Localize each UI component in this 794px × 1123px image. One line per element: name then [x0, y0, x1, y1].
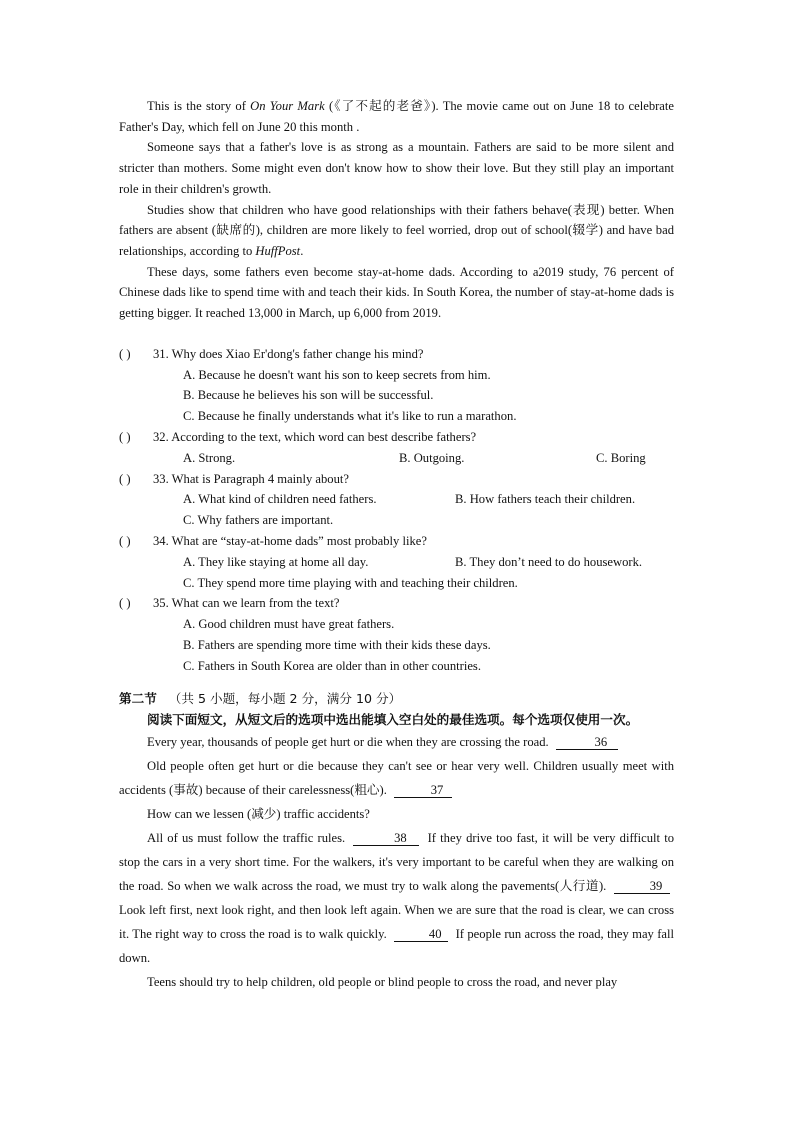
- text: .: [300, 243, 304, 258]
- option: A. Good children must have great fathers.: [183, 617, 395, 632]
- text: This is the story of: [147, 99, 251, 113]
- text: (《了不起的老爸》). The movie came out on June 18 to celebrate Father's Day, which fell on June 20 this month .: [119, 99, 674, 134]
- passage-paragraph-2: Someone says that a father's love is as strong as a mountain. Fathers are said to be more silent and stricter than mothers. Some might even don't know how to show their love. But they still play an important role in their children's growth.: [119, 140, 674, 196]
- passage2-paragraph-3: How can we lessen (减少) traffic accidents?: [147, 807, 370, 822]
- option: B. How fathers teach their children.: [455, 492, 636, 507]
- option: A. Strong.: [183, 450, 236, 465]
- question-stem: 34. What are “stay-at-home dads” most probably like?: [153, 533, 427, 548]
- passage2-paragraph-1: [119, 730, 674, 754]
- question-stem: 32. According to the text, which word can best describe fathers?: [153, 429, 477, 444]
- source-name: HuffPost: [255, 243, 301, 258]
- option: C. Fathers in South Korea are older than in other countries.: [183, 658, 481, 673]
- option: B. Because he believes his son will be successful.: [183, 388, 434, 403]
- text: All of us must follow the traffic rules.: [147, 831, 346, 846]
- answer-blank[interactable]: ( ): [119, 533, 131, 548]
- question-32: [119, 427, 674, 448]
- answer-blank[interactable]: ( ): [119, 429, 131, 444]
- question-34: [119, 531, 674, 552]
- question-stem: 31. Why does Xiao Er'dong's father change his mind?: [153, 346, 424, 361]
- text: If they drive too fast, it will be very difficult to stop the cars in a very short time. For the walkers, it's very important to be careful when they are walking on the road. So when we walk across the road, we must try to walk along the pavements(人行道).: [119, 831, 675, 894]
- option: A. What kind of children need fathers.: [183, 492, 377, 507]
- question-33: [119, 469, 674, 490]
- text: If people run across the road, they may fall down.: [119, 927, 675, 966]
- section-scoring: （共 5 小题，每小题 2 分，满分 10 分）: [168, 691, 402, 707]
- option-row: [119, 489, 674, 510]
- text: Look left first, next look right, and then look left again. When we are sure that the road is clear, we can cross it. The right way to cross the road is to walk quickly.: [119, 903, 674, 942]
- blank-40[interactable]: 40: [394, 927, 448, 942]
- passage2-paragraph-5: Teens should try to help children, old people or blind people to cross the road, and never play: [147, 975, 618, 990]
- content: [119, 96, 674, 994]
- blank-36[interactable]: 36: [556, 735, 618, 750]
- question-35: [119, 593, 674, 614]
- option: C. Boring: [596, 450, 646, 465]
- blank-38[interactable]: 38: [353, 831, 419, 846]
- question-stem: 33. What is Paragraph 4 mainly about?: [153, 471, 349, 486]
- blank-37[interactable]: 37: [394, 783, 452, 798]
- question-stem: 35. What can we learn from the text?: [153, 596, 340, 611]
- passage-paragraph-3: [119, 200, 674, 262]
- option: C. Because he finally understands what it's like to run a marathon.: [183, 409, 517, 424]
- blank-39[interactable]: 39: [614, 879, 670, 894]
- answer-blank[interactable]: ( ): [119, 346, 131, 361]
- option: A. They like staying at home all day.: [183, 554, 369, 569]
- movie-title: On Your Mark: [250, 99, 325, 113]
- option: C. They spend more time playing with and teaching their children.: [183, 575, 518, 590]
- option-row: [119, 448, 674, 469]
- passage-paragraph-4: These days, some fathers even become stay-at-home dads. According to a2019 study, 76 percent of Chinese dads like to spend time with and teach their kids. In South Korea, the number of stay-at-home dads is getting bigger. It reached 13,000 in March, up 6,000 from 2019.: [119, 264, 674, 321]
- text: Old people often get hurt or die because they can't see or hear very well. Children usually meet with accidents (事故) because of their carelessness(粗心).: [119, 759, 674, 798]
- option: B. Outgoing.: [399, 450, 465, 465]
- text: Every year, thousands of people get hurt or die when they are crossing the road.: [147, 735, 549, 750]
- option: B. They don’t need to do housework.: [455, 554, 643, 569]
- answer-blank[interactable]: ( ): [119, 596, 131, 611]
- text: Studies show that children who have good relationships with their fathers behave(表现) better. When fathers are absent (缺席的), children are more likely to feel worried, drop out of school(辍学) and have bad relationships, according to: [119, 202, 674, 258]
- option: A. Because he doesn't want his son to keep secrets from him.: [183, 367, 491, 382]
- section-label: 第二节: [119, 691, 157, 707]
- option: C. Why fathers are important.: [183, 513, 334, 528]
- answer-blank[interactable]: ( ): [119, 471, 131, 486]
- option-row: [119, 552, 674, 573]
- option: B. Fathers are spending more time with their kids these days.: [183, 637, 491, 652]
- section-directions: 阅读下面短文，从短文后的选项中选出能填入空白处的最佳选项。每个选项仅使用一次。: [147, 712, 639, 728]
- section-title: [119, 688, 674, 710]
- passage2-paragraph-2: [119, 754, 674, 802]
- question-31: [119, 344, 674, 365]
- passage-paragraph-1: [119, 96, 674, 137]
- passage2-paragraph-4: [119, 826, 674, 970]
